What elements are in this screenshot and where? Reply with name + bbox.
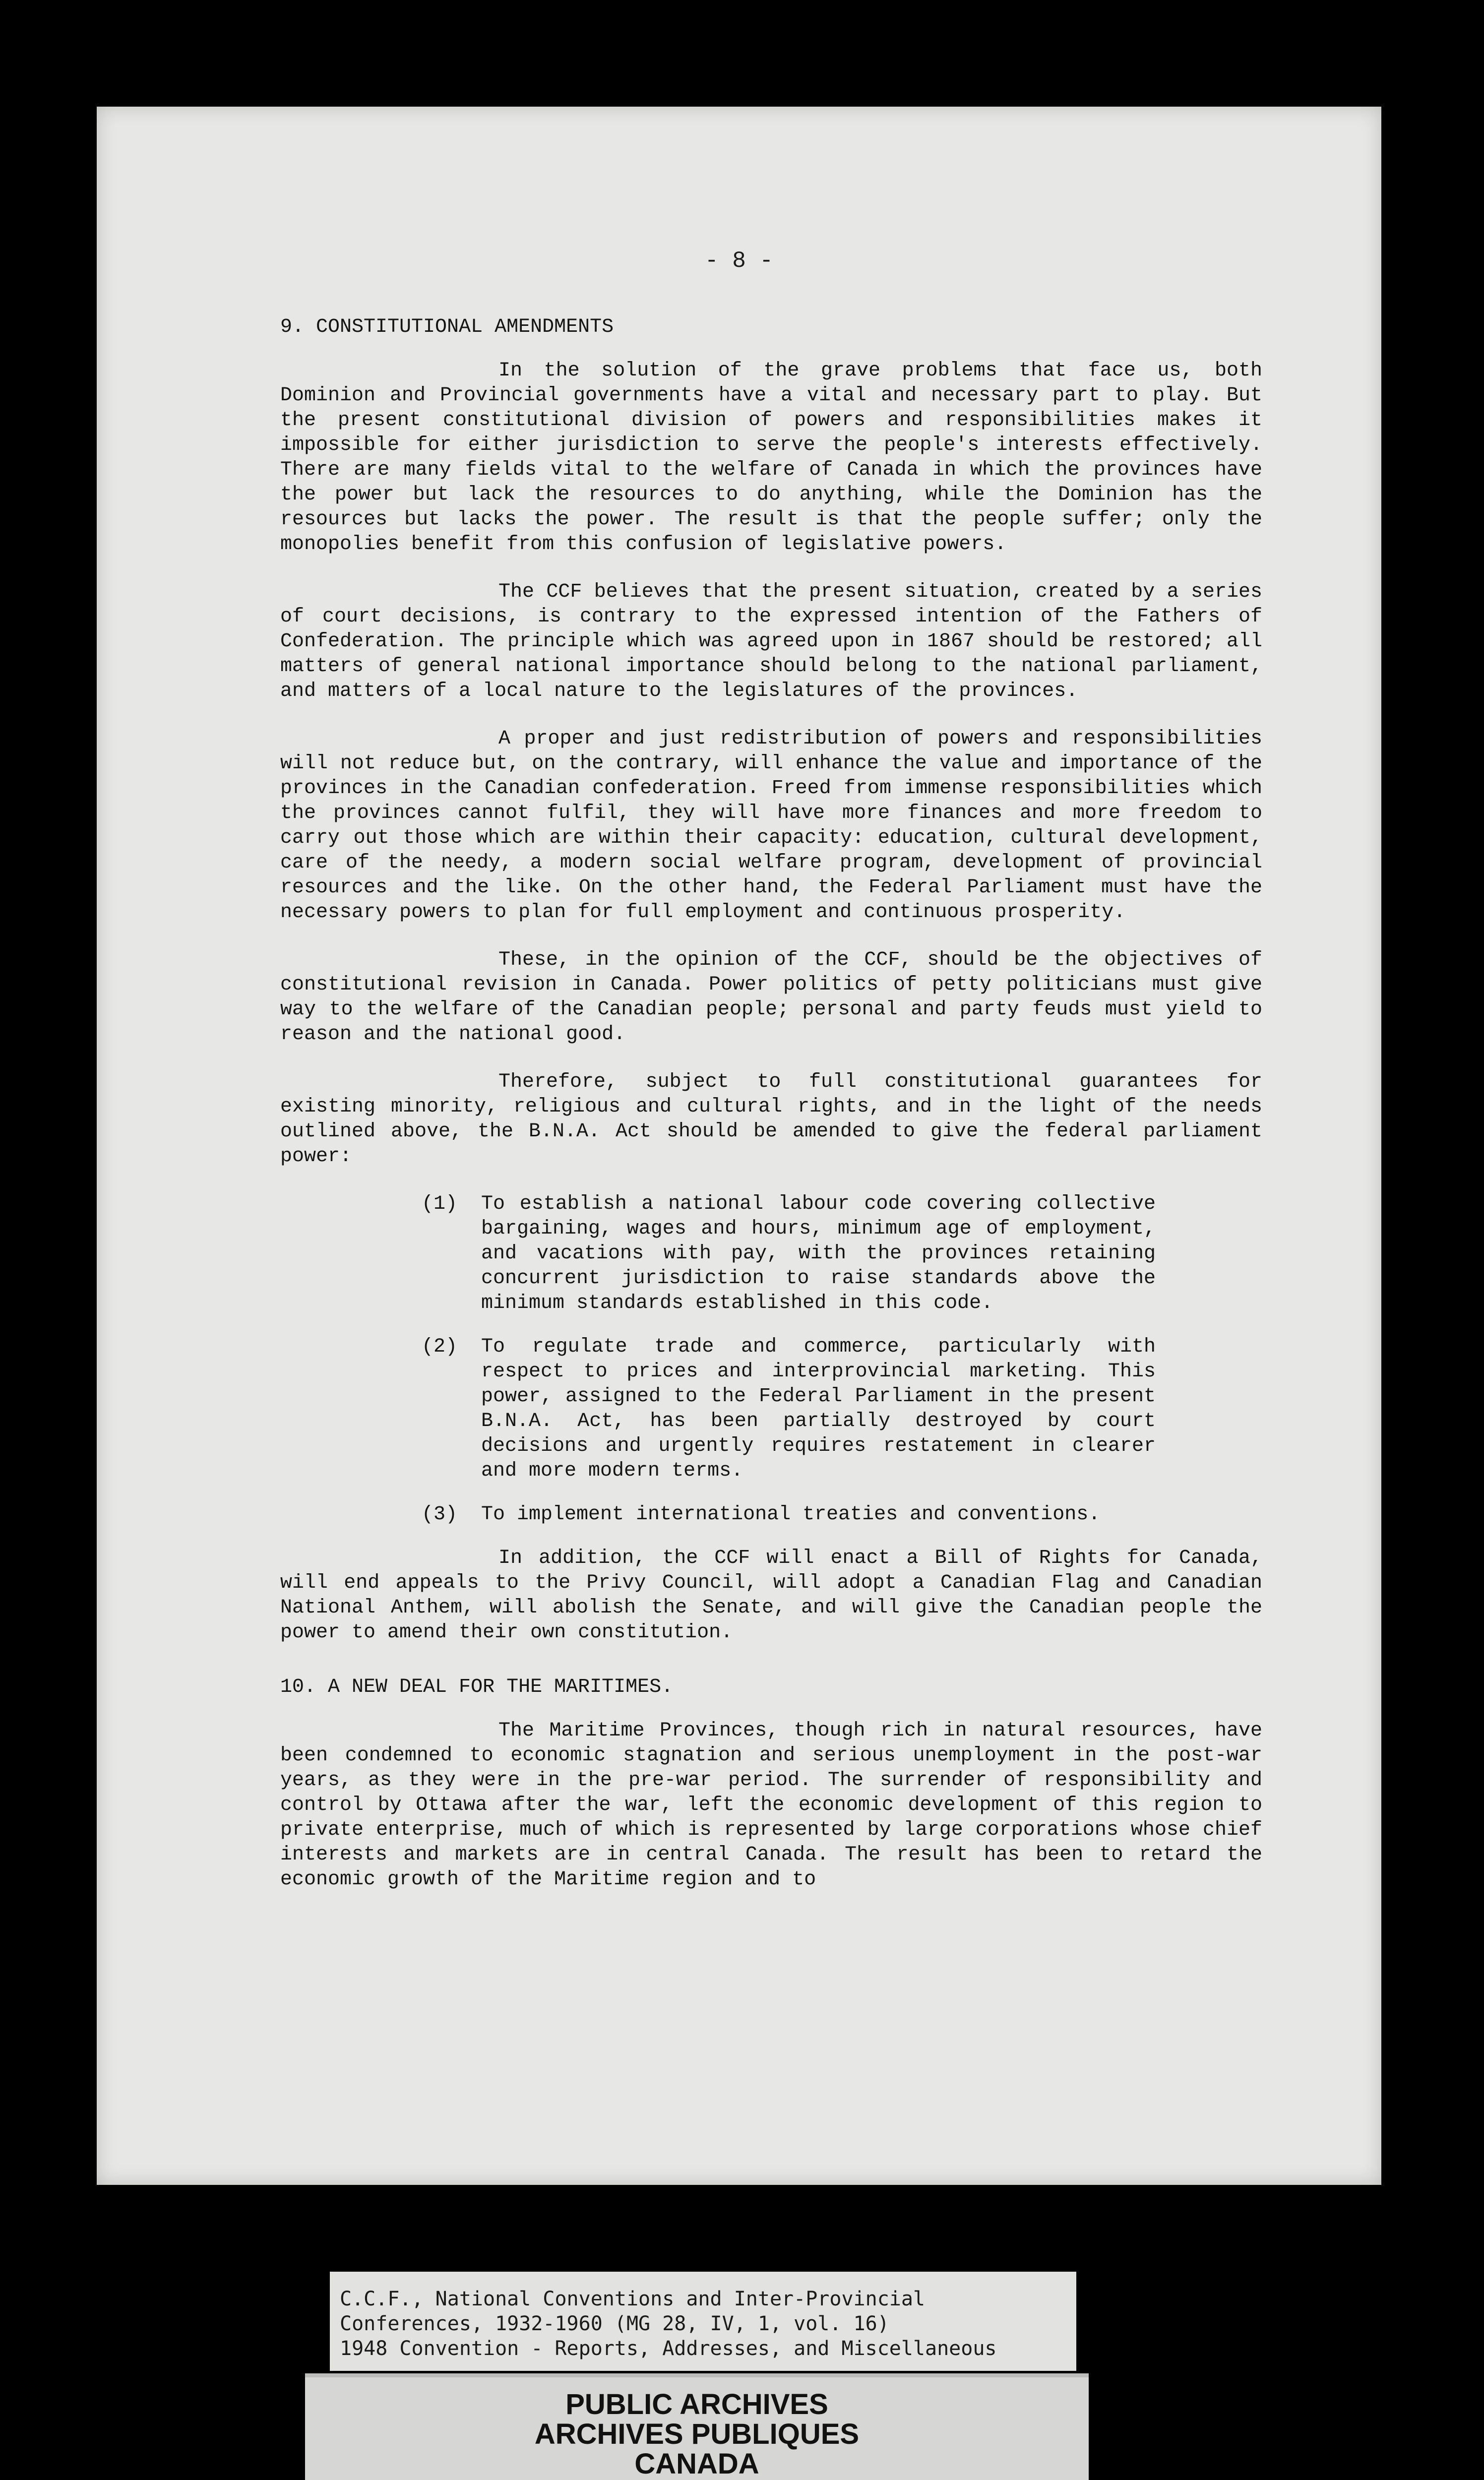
document-body <box>280 315 1262 1915</box>
section-heading-maritimes: 10. A NEW DEAL FOR THE MARITIMES. <box>280 1676 674 1698</box>
list-item <box>422 1335 1156 1484</box>
paragraph: The CCF believes that the present situation, created by a series of court decisions, is contrary to the expressed intention of the Fathers of Confederation. The principle which was agreed upon in 1867 should be restored; all matters of general national importance should belong to the national parliament, and matters of a local nature to the legislatures of the provinces. <box>280 581 1262 702</box>
paragraph: A proper and just redistribution of powers and responsibilities will not reduce but, on the contrary, will enhance the value and importance of the provinces in the Canadian confederation. Freed from immense responsibilities which the provinces cannot fulfil, they will have more finances and more freedom to carry out those which are within their capacity: education, cultural development, care of the needy, a modern social welfare program, development of provincial resources and the like. On the other hand, the Federal Parliament must have the necessary powers to plan for full employment and continuous prosperity. <box>280 728 1262 924</box>
list-item-text: To establish a national labour code covering collective bargaining, wages and hours, minimum age of employment, and vacations with pay, with the provinces retaining concurrent jurisdiction to raise standards above the minimum standards established in this code. <box>481 1193 1156 1314</box>
list-item-number: (3) <box>422 1503 458 1526</box>
section-heading-constitutional-amendments: 9. CONSTITUTIONAL AMENDMENTS <box>280 316 614 338</box>
paragraph: The Maritime Provinces, though rich in natural resources, have been condemned to economic stagnation and serious unemployment in the post-war years, as they were in the pre-war period. The surrender of responsibility and control by Ottawa after the war, left the economic development of this region to private enterprise, much of which is represented by large corporations whose chief interests and markets are in central Canada. The result has been to retard the economic growth of the Maritime region and to <box>280 1720 1262 1891</box>
archive-reference-label <box>330 2272 1076 2371</box>
list-item-number: (1) <box>422 1193 458 1215</box>
list-item-number: (2) <box>422 1336 458 1358</box>
paragraph: Therefore, subject to full constitutional guarantees for existing minority, religious and cultural rights, and in the light of the needs outlined above, the B.N.A. Act should be amended to give the federal parliament power: <box>280 1071 1262 1168</box>
paragraph: In addition, the CCF will enact a Bill of Rights for Canada, will end appeals to the Privy Council, will adopt a Canadian Flag and Canadian National Anthem, will abolish the Senate, and will give the Canadian people the power to amend their own constitution. <box>280 1547 1262 1644</box>
label-line: 1948 Convention - Reports, Addresses, and Miscellaneous <box>340 2337 997 2360</box>
archive-stamp <box>305 2373 1089 2480</box>
label-line: C.C.F., National Conventions and Inter-Provincial <box>340 2288 926 2310</box>
paragraph: In the solution of the grave problems that face us, both Dominion and Provincial governments have a vital and necessary part to play. But the present constitutional division of powers and responsibilities makes it impossible for either jurisdiction to serve the people's interests effectively. There are many fields vital to the welfare of Canada in which the provinces have the power but lack the resources to do anything, while the Dominion has the resources but lacks the power. The result is that the people suffer; only the monopolies benefit from this confusion of legislative powers. <box>280 360 1262 556</box>
paragraph: These, in the opinion of the CCF, should be the objectives of constitutional revision in Canada. Power politics of petty politicians must give way to the welfare of the Canadian people; personal and party feuds must yield to reason and the national good. <box>280 949 1262 1046</box>
list-item-text: To implement international treaties and conventions. <box>481 1503 1101 1526</box>
page-number: - 8 - <box>704 248 774 274</box>
stamp-line: ARCHIVES PUBLIQUES <box>534 2418 860 2450</box>
label-line: Conferences, 1932-1960 (MG 28, IV, 1, vol. 16) <box>340 2312 889 2335</box>
stamp-line: PUBLIC ARCHIVES <box>565 2388 828 2420</box>
powers-list <box>280 1192 1262 1527</box>
list-item-text: To regulate trade and commerce, particularly with respect to prices and interprovincial marketing. This power, assigned to the Federal Parliament in the present B.N.A. Act, has been partially destroyed by court decisions and urgently requires restatement in clearer and more modern terms. <box>481 1336 1156 1482</box>
document-page <box>97 107 1381 2185</box>
list-item <box>422 1192 1156 1316</box>
list-item <box>422 1502 1156 1527</box>
stamp-line: CANADA <box>634 2447 759 2480</box>
